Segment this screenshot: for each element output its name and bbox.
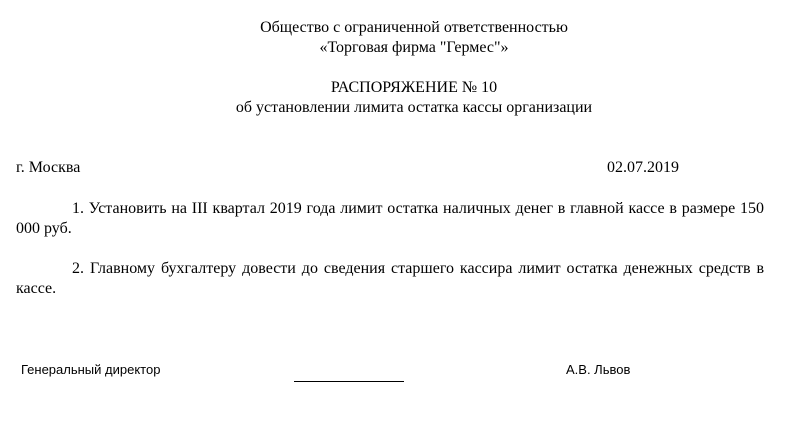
- signature-line: [294, 381, 404, 382]
- organization-name-line1: Общество с ограниченной ответственностью: [260, 19, 568, 36]
- city: г. Москва: [16, 159, 81, 176]
- paragraph-1: 1. Установить на III квартал 2019 года лимит остатка наличных денег в главной кассе в размере 150 000 руб.: [16, 200, 764, 237]
- order-date: 02.07.2019: [607, 159, 679, 176]
- order-title: РАСПОРЯЖЕНИЕ № 10: [330, 79, 498, 96]
- order-subtitle: об установлении лимита остатка кассы организации: [235, 99, 593, 116]
- signatory-position: Генеральный директор: [21, 362, 161, 377]
- organization-name-line2: «Торговая фирма "Гермес"»: [319, 39, 509, 56]
- paragraph-2: 2. Главному бухгалтеру довести до сведения старшего кассира лимит остатка денежных средств в кассе.: [16, 260, 764, 297]
- signatory-name: А.В. Львов: [566, 362, 631, 377]
